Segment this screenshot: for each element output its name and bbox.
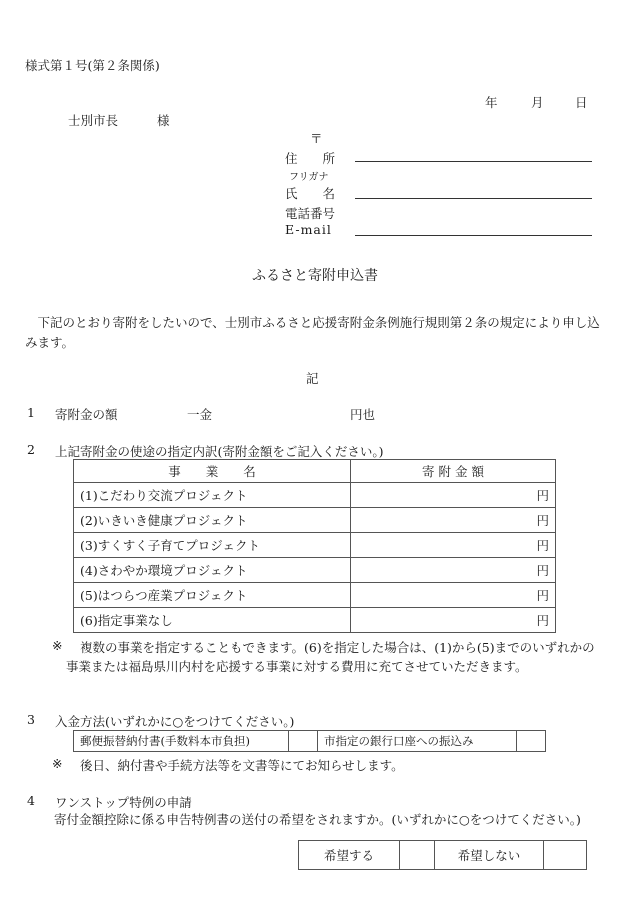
- section2-note-mark: ※: [52, 638, 63, 653]
- table-row: [74, 608, 556, 633]
- table-row: [74, 508, 556, 533]
- table-row: [74, 583, 556, 608]
- section3-note-mark: ※: [52, 756, 63, 771]
- furigana-label: フリガナ: [289, 172, 329, 183]
- section4-question: 寄付金額控除に係る申告特例書の送付の希望をされますか。(いずれかに○をつけてください。): [54, 812, 581, 827]
- oneStop-options-row: [299, 841, 587, 870]
- header-project-name: 事 業 名: [74, 460, 351, 483]
- form-number: 様式第１号(第２条関係): [25, 58, 160, 73]
- payment-options-row: [74, 731, 546, 752]
- table-row: [74, 483, 556, 508]
- address-field[interactable]: [355, 161, 592, 162]
- email-label: E-mail: [285, 222, 332, 237]
- name-label: 氏 名: [285, 186, 336, 201]
- table-row: [74, 533, 556, 558]
- table-header-row: [74, 460, 556, 483]
- date-day-label: 日: [575, 95, 588, 110]
- date-year-label: 年: [485, 95, 498, 110]
- amount-cell[interactable]: 円: [351, 483, 556, 508]
- phone-label: 電話番号: [285, 206, 336, 221]
- honorific: 様: [157, 113, 170, 128]
- amount-cell[interactable]: 円: [351, 558, 556, 583]
- postal-mark: 〒: [310, 131, 323, 146]
- section1-number: 1: [27, 405, 35, 420]
- option-no-wish-mark[interactable]: [544, 841, 587, 870]
- section1-label: 寄附金の額: [55, 407, 118, 422]
- email-field[interactable]: [355, 235, 592, 236]
- intro-text: 下記のとおり寄附をしたいので、士別市ふるさと応援寄附金条例施行規則第２条の規定により申し込みます。: [25, 315, 600, 350]
- amount-cell[interactable]: 円: [351, 533, 556, 558]
- payment-method-table: [73, 730, 546, 752]
- payment-option-postal: 郵便振替納付書(手数料本市負担): [74, 731, 289, 752]
- payment-option-bank-mark[interactable]: [517, 731, 546, 752]
- address-label: 住 所: [285, 151, 336, 166]
- project-name: (5)はつらつ産業プロジェクト: [74, 583, 351, 608]
- project-name: (1)こだわり交流プロジェクト: [74, 483, 351, 508]
- project-name: (6)指定事業なし: [74, 608, 351, 633]
- section2-note: 複数の事業を指定することもできます。(6)を指定した場合は、(1)から(5)までのいずれかの事業または福島県川内村を応援する事業に対する費用に充てさせていただきます。: [66, 640, 595, 674]
- section3-note: 後日、納付書や手続方法等を文書等にてお知らせします。: [80, 758, 404, 773]
- amount-prefix: 一金: [187, 407, 213, 422]
- section4-number: 4: [27, 793, 35, 808]
- amount-cell[interactable]: 円: [351, 583, 556, 608]
- date-month-label: 月: [531, 95, 544, 110]
- section3-label: 入金方法(いずれかに○をつけてください。): [55, 714, 295, 729]
- section3-number: 3: [27, 712, 35, 727]
- amount-cell[interactable]: 円: [351, 508, 556, 533]
- table-row: [74, 558, 556, 583]
- section4-label: ワンストップ特例の申請: [55, 795, 192, 810]
- payment-option-postal-mark[interactable]: [289, 731, 318, 752]
- option-wish: 希望する: [299, 841, 400, 870]
- name-field[interactable]: [355, 198, 592, 199]
- section2-number: 2: [27, 442, 35, 457]
- project-name: (3)すくすく子育てプロジェクト: [74, 533, 351, 558]
- option-no-wish: 希望しない: [435, 841, 544, 870]
- addressee: 士別市長: [68, 113, 119, 128]
- option-wish-mark[interactable]: [400, 841, 435, 870]
- amount-cell[interactable]: 円: [351, 608, 556, 633]
- header-amount: 寄 附 金 額: [351, 460, 556, 483]
- amount-suffix: 円也: [350, 407, 376, 422]
- project-name: (4)さわやか環境プロジェクト: [74, 558, 351, 583]
- document-title: ふるさと寄附申込書: [252, 268, 378, 284]
- designation-table: [73, 459, 556, 633]
- ki-label: 記: [306, 371, 319, 386]
- payment-option-bank: 市指定の銀行口座への振込み: [318, 731, 517, 752]
- section2-label: 上記寄附金の使途の指定内訳(寄附金額をご記入ください。): [55, 444, 384, 459]
- project-name: (2)いきいき健康プロジェクト: [74, 508, 351, 533]
- oneStop-options-table: [298, 840, 587, 870]
